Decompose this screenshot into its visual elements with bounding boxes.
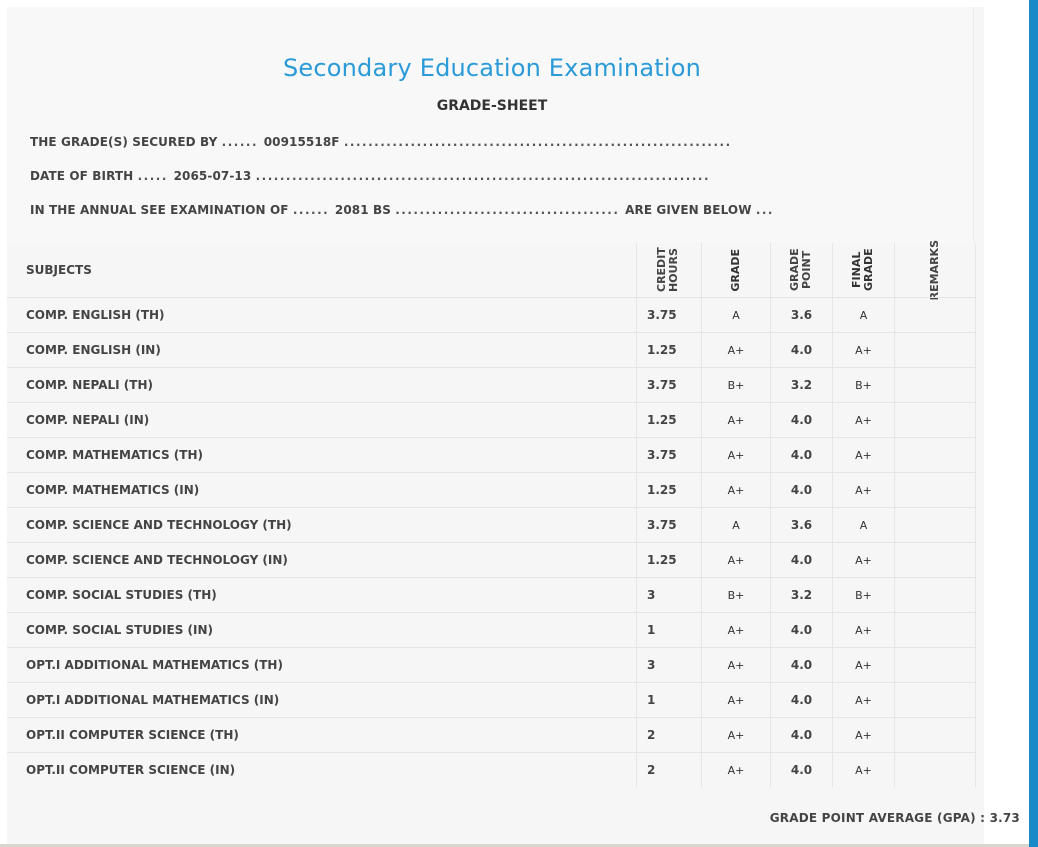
header-remarks-text: REMARKS [928, 239, 941, 301]
credit-hours-cell: 3.75 [636, 508, 701, 542]
final-grade-cell: A [832, 508, 894, 542]
gpa-summary [770, 811, 1020, 825]
gpa-label: GRADE POINT AVERAGE (GPA) : [769, 811, 986, 825]
grade-point-cell: 4.0 [770, 648, 832, 682]
table-row [7, 367, 976, 402]
table-row [7, 437, 976, 472]
remarks-cell [894, 473, 976, 507]
dob-label: DATE OF BIRTH [30, 169, 134, 183]
table-row [7, 577, 976, 612]
subject-cell: COMP. MATHEMATICS (TH) [26, 448, 203, 462]
grade-point-cell: 3.6 [770, 298, 832, 332]
grade-cell: A+ [701, 753, 770, 787]
header-remarks [894, 239, 976, 301]
credit-hours-cell: 1.25 [636, 333, 701, 367]
table-row [7, 297, 976, 332]
final-grade-cell: A+ [832, 438, 894, 472]
grade-cell: A+ [701, 648, 770, 682]
remarks-cell [894, 543, 976, 577]
header-final-grade-text: FINAL GRADE [849, 248, 875, 292]
dot-leader: ........................................................................... [255, 169, 711, 183]
subject-cell: COMP. SOCIAL STUDIES (IN) [26, 623, 213, 637]
subject-cell: COMP. ENGLISH (IN) [26, 343, 161, 357]
header-subjects: SUBJECTS [26, 263, 92, 277]
header-final-grade [832, 243, 894, 297]
grade-cell: A+ [701, 438, 770, 472]
table-body [7, 297, 976, 787]
remarks-cell [894, 508, 976, 542]
credit-hours-cell: 2 [636, 718, 701, 752]
final-grade-cell: B+ [832, 578, 894, 612]
page-subtitle: GRADE-SHEET [436, 98, 548, 114]
header-grade-text: GRADE [729, 248, 742, 292]
remarks-cell [894, 648, 976, 682]
grade-point-cell: 3.2 [770, 368, 832, 402]
final-grade-cell: A+ [832, 718, 894, 752]
grade-point-cell: 4.0 [770, 403, 832, 437]
grade-point-cell: 4.0 [770, 718, 832, 752]
credit-hours-cell: 2 [636, 753, 701, 787]
credit-hours-cell: 1 [636, 683, 701, 717]
subject-cell: OPT.I ADDITIONAL MATHEMATICS (IN) [26, 693, 280, 707]
grade-cell: A+ [701, 543, 770, 577]
header-credit-hours-text: CREDIT HOURS [655, 247, 680, 293]
grade-cell: A [701, 298, 770, 332]
table-row [7, 402, 976, 437]
subject-cell: OPT.I ADDITIONAL MATHEMATICS (TH) [26, 658, 283, 672]
final-grade-cell: A+ [832, 648, 894, 682]
info-dob [30, 169, 710, 183]
grade-cell: A+ [701, 718, 770, 752]
table-row [7, 682, 976, 717]
final-grade-cell: A+ [832, 473, 894, 507]
dot-leader: ... [755, 203, 774, 217]
subject-cell: COMP. SOCIAL STUDIES (TH) [26, 588, 217, 602]
dot-leader: ................................................................ [343, 135, 732, 149]
grade-point-cell: 4.0 [770, 683, 832, 717]
subject-cell: COMP. NEPALI (TH) [26, 378, 153, 392]
grade-point-cell: 3.2 [770, 578, 832, 612]
grade-cell: A+ [701, 613, 770, 647]
grade-point-cell: 4.0 [770, 753, 832, 787]
grade-cell: A+ [701, 683, 770, 717]
credit-hours-cell: 3.75 [636, 368, 701, 402]
final-grade-cell: A+ [832, 543, 894, 577]
final-grade-cell: A+ [832, 613, 894, 647]
final-grade-cell: A+ [832, 403, 894, 437]
grade-cell: A [701, 508, 770, 542]
grade-point-cell: 4.0 [770, 613, 832, 647]
header-grade-point [770, 243, 832, 297]
table-row [7, 507, 976, 542]
credit-hours-cell: 3.75 [636, 438, 701, 472]
scrollbar[interactable] [1029, 0, 1038, 847]
symbol-number: 00915518F [263, 135, 340, 149]
exam-year: 2081 BS [334, 203, 391, 217]
remarks-cell [894, 613, 976, 647]
grade-point-cell: 3.6 [770, 508, 832, 542]
grade-point-cell: 4.0 [770, 333, 832, 367]
remarks-cell [894, 298, 976, 332]
info-secured-by [30, 135, 732, 149]
table-row [7, 472, 976, 507]
subject-cell: COMP. SCIENCE AND TECHNOLOGY (IN) [26, 553, 288, 567]
final-grade-cell: A+ [832, 683, 894, 717]
grade-cell: A+ [701, 403, 770, 437]
header-credit-hours [636, 243, 701, 297]
table-row [7, 717, 976, 752]
grade-point-cell: 4.0 [770, 543, 832, 577]
dot-leader: ..................................... [395, 203, 626, 217]
remarks-cell [894, 683, 976, 717]
grade-point-cell: 4.0 [770, 438, 832, 472]
credit-hours-cell: 3 [636, 578, 701, 612]
remarks-cell [894, 368, 976, 402]
page-title: Secondary Education Examination [282, 54, 702, 82]
credit-hours-cell: 1.25 [636, 473, 701, 507]
grades-table [7, 239, 976, 787]
table-row [7, 332, 976, 367]
remarks-cell [894, 403, 976, 437]
header-grade-point-text: GRADE POINT [787, 248, 813, 292]
credit-hours-cell: 1 [636, 613, 701, 647]
table-header-row [7, 239, 976, 301]
subject-cell: COMP. MATHEMATICS (IN) [26, 483, 200, 497]
grade-cell: B+ [701, 578, 770, 612]
secured-label: THE GRADE(S) SECURED BY [30, 135, 218, 149]
subject-cell: COMP. ENGLISH (TH) [26, 308, 165, 322]
final-grade-cell: A [832, 298, 894, 332]
table-row [7, 542, 976, 577]
credit-hours-cell: 1.25 [636, 543, 701, 577]
exam-label: IN THE ANNUAL SEE EXAMINATION OF [30, 203, 289, 217]
final-grade-cell: A+ [832, 753, 894, 787]
dot-leader: ...... [221, 135, 264, 149]
info-exam [30, 203, 774, 217]
remarks-cell [894, 333, 976, 367]
header-grade [701, 243, 770, 297]
final-grade-cell: B+ [832, 368, 894, 402]
final-grade-cell: A+ [832, 333, 894, 367]
dob-value: 2065-07-13 [173, 169, 252, 183]
subject-cell: COMP. NEPALI (IN) [26, 413, 150, 427]
grade-cell: B+ [701, 368, 770, 402]
remarks-cell [894, 438, 976, 472]
subject-cell: COMP. SCIENCE AND TECHNOLOGY (TH) [26, 518, 292, 532]
table-row [7, 647, 976, 682]
credit-hours-cell: 3.75 [636, 298, 701, 332]
grade-cell: A+ [701, 473, 770, 507]
remarks-cell [894, 578, 976, 612]
credit-hours-cell: 3 [636, 648, 701, 682]
grade-point-cell: 4.0 [770, 473, 832, 507]
subject-cell: OPT.II COMPUTER SCIENCE (TH) [26, 728, 239, 742]
dot-leader: ...... [292, 203, 335, 217]
remarks-cell [894, 718, 976, 752]
given-below-label: ARE GIVEN BELOW [625, 203, 752, 217]
remarks-cell [894, 753, 976, 787]
table-row [7, 612, 976, 647]
dot-leader: ..... [137, 169, 174, 183]
subject-cell: OPT.II COMPUTER SCIENCE (IN) [26, 763, 236, 777]
credit-hours-cell: 1.25 [636, 403, 701, 437]
gpa-value: 3.73 [989, 811, 1020, 825]
table-row [7, 752, 976, 787]
grade-cell: A+ [701, 333, 770, 367]
